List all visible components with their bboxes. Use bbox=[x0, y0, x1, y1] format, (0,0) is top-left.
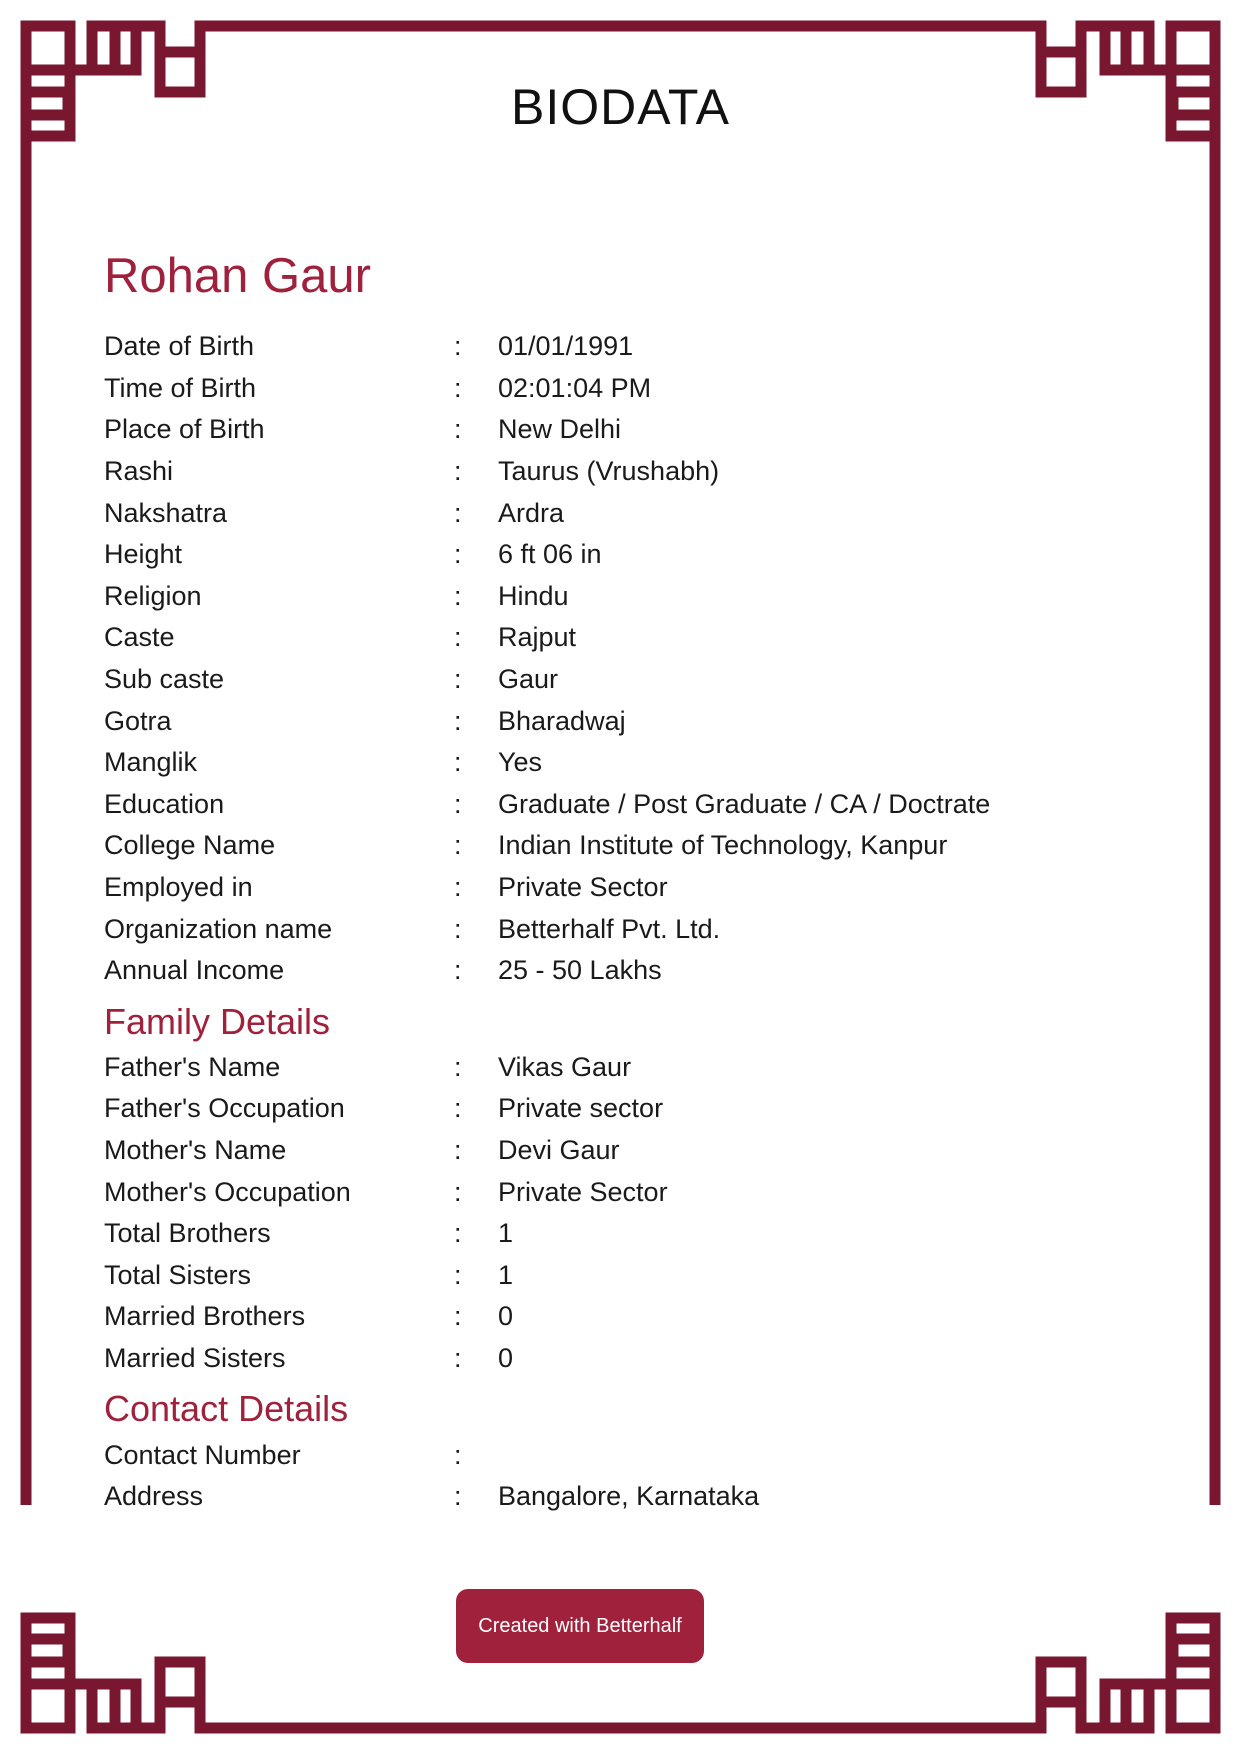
field-value: Devi Gaur bbox=[498, 1134, 620, 1165]
field-label: Caste bbox=[104, 622, 175, 653]
person-name: Rohan Gaur bbox=[104, 249, 371, 303]
field-label: Rashi bbox=[104, 456, 174, 487]
family-detail-row bbox=[104, 1171, 1134, 1213]
field-label: Time of Birth bbox=[104, 372, 257, 403]
field-value: Hindu bbox=[498, 580, 569, 611]
field-label: Education bbox=[104, 788, 225, 819]
field-separator: : bbox=[454, 705, 462, 736]
field-separator: : bbox=[454, 1176, 462, 1207]
contact-detail-row bbox=[104, 1476, 1134, 1518]
family-detail-row bbox=[104, 1338, 1134, 1380]
field-label: Address bbox=[104, 1481, 204, 1512]
field-separator: : bbox=[454, 1439, 462, 1470]
field-separator: : bbox=[454, 788, 462, 819]
field-separator: : bbox=[454, 456, 462, 487]
personal-detail-row bbox=[104, 659, 1134, 701]
personal-detail-row bbox=[104, 908, 1134, 950]
family-detail-row bbox=[104, 1088, 1134, 1130]
field-value: 25 - 50 Lakhs bbox=[498, 955, 662, 986]
field-separator: : bbox=[454, 1218, 462, 1249]
document-title: BIODATA bbox=[510, 79, 731, 135]
field-value: 1 bbox=[498, 1218, 514, 1249]
field-separator: : bbox=[454, 1481, 462, 1512]
contact-details-heading: Contact Details bbox=[104, 1388, 349, 1430]
personal-detail-row bbox=[104, 451, 1134, 493]
field-value: Private Sector bbox=[498, 1176, 668, 1207]
field-label: Total Sisters bbox=[104, 1259, 252, 1290]
field-separator: : bbox=[454, 1051, 462, 1082]
contact-detail-row bbox=[104, 1434, 1134, 1476]
family-detail-row bbox=[104, 1130, 1134, 1172]
contact-details-list bbox=[104, 1434, 1134, 1517]
field-label: Total Brothers bbox=[104, 1218, 271, 1249]
field-value: Private Sector bbox=[498, 872, 668, 903]
field-separator: : bbox=[454, 622, 462, 653]
field-value: 01/01/1991 bbox=[498, 331, 634, 362]
field-label: Married Sisters bbox=[104, 1342, 286, 1373]
personal-detail-row bbox=[104, 534, 1134, 576]
field-value: 1 bbox=[498, 1259, 514, 1290]
family-detail-row bbox=[104, 1213, 1134, 1255]
field-label: Mother's Occupation bbox=[104, 1176, 351, 1207]
personal-detail-row bbox=[104, 700, 1134, 742]
personal-detail-row bbox=[104, 867, 1134, 909]
field-separator: : bbox=[454, 372, 462, 403]
field-separator: : bbox=[454, 913, 462, 944]
field-label: Annual Income bbox=[104, 955, 285, 986]
personal-detail-row bbox=[104, 784, 1134, 826]
personal-detail-row bbox=[104, 950, 1134, 992]
personal-detail-row bbox=[104, 576, 1134, 618]
field-label: Gotra bbox=[104, 705, 172, 736]
family-detail-row bbox=[104, 1047, 1134, 1089]
field-value: Indian Institute of Technology, Kanpur bbox=[498, 830, 948, 861]
field-label: Place of Birth bbox=[104, 414, 265, 445]
field-label: Father's Name bbox=[104, 1051, 281, 1082]
field-value: Bharadwaj bbox=[498, 705, 626, 736]
field-label: Religion bbox=[104, 580, 202, 611]
field-separator: : bbox=[454, 830, 462, 861]
field-separator: : bbox=[454, 580, 462, 611]
field-label: College Name bbox=[104, 830, 276, 861]
field-value: Private sector bbox=[498, 1093, 664, 1124]
field-label: Organization name bbox=[104, 913, 333, 944]
field-separator: : bbox=[454, 331, 462, 362]
field-label: Mother's Name bbox=[104, 1134, 287, 1165]
field-value: Vikas Gaur bbox=[498, 1051, 632, 1082]
family-details-heading: Family Details bbox=[104, 1000, 331, 1042]
personal-detail-row bbox=[104, 409, 1134, 451]
field-label: Sub caste bbox=[104, 664, 225, 695]
field-value: New Delhi bbox=[498, 414, 622, 445]
field-separator: : bbox=[454, 1301, 462, 1332]
personal-detail-row bbox=[104, 742, 1134, 784]
field-value: 0 bbox=[498, 1301, 514, 1332]
field-value: 02:01:04 PM bbox=[498, 372, 652, 403]
field-separator: : bbox=[454, 539, 462, 570]
family-detail-row bbox=[104, 1254, 1134, 1296]
field-value: Taurus (Vrushabh) bbox=[498, 456, 720, 487]
biodata-content bbox=[104, 246, 1134, 1517]
field-separator: : bbox=[454, 1093, 462, 1124]
field-separator: : bbox=[454, 414, 462, 445]
family-detail-row bbox=[104, 1296, 1134, 1338]
field-value: Bangalore, Karnataka bbox=[498, 1481, 760, 1512]
personal-detail-row bbox=[104, 825, 1134, 867]
field-separator: : bbox=[454, 664, 462, 695]
created-with-betterhalf-button[interactable]: Created with Betterhalf bbox=[456, 1589, 704, 1663]
field-label: Contact Number bbox=[104, 1439, 301, 1470]
field-separator: : bbox=[454, 747, 462, 778]
field-label: Married Brothers bbox=[104, 1301, 306, 1332]
personal-detail-row bbox=[104, 617, 1134, 659]
field-value: 6 ft 06 in bbox=[498, 539, 602, 570]
field-label: Height bbox=[104, 539, 183, 570]
field-value: Graduate / Post Graduate / CA / Doctrate bbox=[498, 788, 991, 819]
personal-detail-row bbox=[104, 326, 1134, 368]
field-value: Yes bbox=[498, 747, 543, 778]
field-separator: : bbox=[454, 1134, 462, 1165]
field-value: Ardra bbox=[498, 497, 565, 528]
field-value: Gaur bbox=[498, 664, 559, 695]
field-label: Manglik bbox=[104, 747, 198, 778]
personal-detail-row bbox=[104, 492, 1134, 534]
field-label: Father's Occupation bbox=[104, 1093, 345, 1124]
field-value: Rajput bbox=[498, 622, 577, 653]
field-label: Date of Birth bbox=[104, 331, 255, 362]
personal-details-list bbox=[104, 326, 1134, 992]
field-label: Nakshatra bbox=[104, 497, 228, 528]
field-separator: : bbox=[454, 1342, 462, 1373]
family-details-list bbox=[104, 1047, 1134, 1380]
field-separator: : bbox=[454, 1259, 462, 1290]
field-value: Betterhalf Pvt. Ltd. bbox=[498, 913, 721, 944]
field-separator: : bbox=[454, 497, 462, 528]
personal-detail-row bbox=[104, 368, 1134, 410]
field-separator: : bbox=[454, 872, 462, 903]
field-value: 0 bbox=[498, 1342, 514, 1373]
field-label: Employed in bbox=[104, 872, 253, 903]
field-separator: : bbox=[454, 955, 462, 986]
